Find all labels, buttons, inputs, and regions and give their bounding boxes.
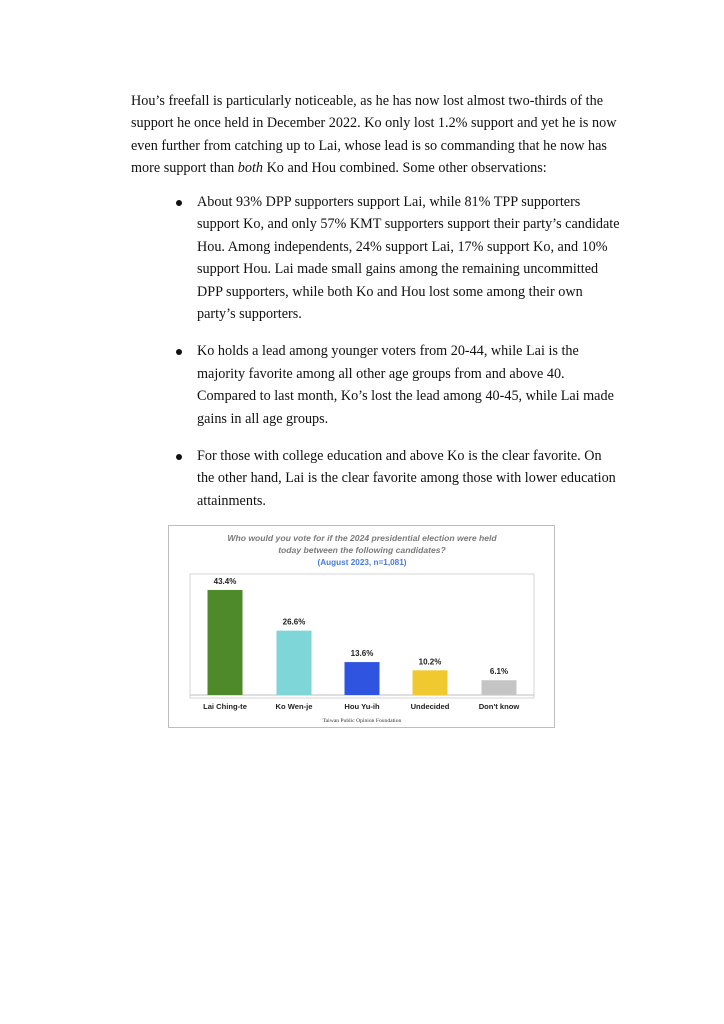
observation-text: Ko holds a lead among younger voters from 20-44, while Lai is the majority favorite among all other age groups from and above 40. Compared to last month, Ko’s lost the lead among 40-45, while Lai made gains in all age groups. [197, 343, 614, 427]
observation-text: About 93% DPP supporters support Lai, while 81% TPP supporters support Ko, and only 57% KMT supporters support their party’s candidate Hou. Among independents, 24% support Lai, 17% support Ko, and 10% support Hou. Lai made small gains among the remaining uncommitted DPP supporters, while both Ko and Hou lost some among their own party’s supporters. [197, 194, 620, 323]
bar-value-label: 10.2% [418, 657, 442, 667]
bar-value-label: 13.6% [350, 649, 374, 659]
poll-chart-svg [169, 526, 556, 729]
intro-text-1: Hou’s freefall is particularly noticeable, as he has now lost almost two-thirds of the support he once held in December 2022. Ko only lost 1.2% support and yet he is now even further from catching up to Lai, whose lead is so commanding that he now has more support than [131, 93, 617, 177]
bullet-icon [176, 454, 182, 460]
bullet-icon [176, 349, 182, 355]
observation-item [176, 445, 622, 512]
category-tick-label: Hou Yu-ih [344, 702, 380, 711]
observation-item [176, 340, 622, 430]
category-tick-label: Lai Ching-te [203, 702, 247, 711]
bar-value-label: 26.6% [282, 617, 306, 627]
chart-title-line2: today between the following candidates? [278, 545, 446, 555]
poll-chart [168, 525, 555, 728]
intro-text-2: Ko and Hou combined. Some other observations: [263, 160, 547, 177]
bullet-icon [176, 200, 182, 206]
bar-1 [277, 631, 312, 695]
bar-2 [345, 662, 380, 695]
chart-source: Taiwan Public Opinion Foundation [322, 718, 402, 724]
bar-value-label: 43.4% [213, 576, 237, 586]
category-tick-label: Ko Wen-je [275, 702, 313, 711]
bar-4 [482, 680, 517, 695]
chart-title-line1: Who would you vote for if the 2024 presidential election were held [227, 533, 497, 543]
observation-text: For those with college education and above Ko is the clear favorite. On the other hand, Lai is the clear favorite among those with lower education attainments. [197, 448, 616, 509]
bars-layer [203, 577, 519, 711]
category-tick-label: Don't know [478, 702, 520, 711]
bar-value-label: 6.1% [489, 667, 509, 677]
intro-paragraph [131, 90, 623, 180]
bar-0 [208, 590, 243, 695]
bar-3 [413, 670, 448, 695]
intro-emphasis: both [237, 160, 264, 177]
chart-subtitle: (August 2023, n=1,081) [317, 558, 407, 567]
observations-list [176, 191, 622, 527]
observation-item [176, 191, 622, 325]
category-tick-label: Undecided [410, 702, 450, 711]
